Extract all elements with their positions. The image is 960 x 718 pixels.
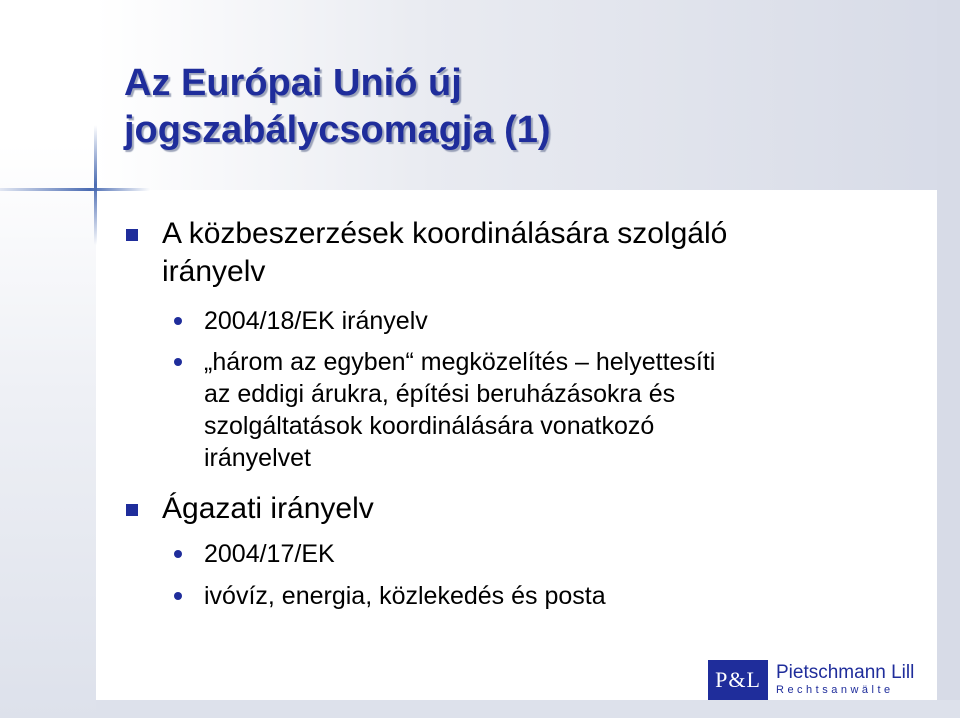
sub-bullet-text-line: szolgáltatások koordinálására vonatkozó <box>204 412 655 440</box>
square-bullet-icon <box>126 229 138 241</box>
logo-mark: P&L <box>708 660 768 700</box>
sub-bullet-text-line: az eddigi árukra, építési beruházásokra és <box>204 380 676 408</box>
title-line-1: Az Európai Unió új <box>124 62 462 104</box>
dot-bullet-icon <box>174 358 182 366</box>
sub-bullet-item-three-in-one <box>204 346 715 474</box>
logo-name: Pietschmann Lill <box>776 662 915 683</box>
bullet-item-sectoral-directive <box>162 490 374 528</box>
sub-bullet-text-line: irányelvet <box>204 444 311 472</box>
square-bullet-icon <box>126 504 138 516</box>
bullet-text-line: A közbeszerzések koordinálására szolgáló <box>162 217 728 250</box>
sub-bullet-text-line: ivóvíz, energia, közlekedés és posta <box>204 582 606 610</box>
sub-bullet-item-2004-18 <box>204 305 428 337</box>
sub-bullet-text-line: 2004/17/EK <box>204 540 335 568</box>
logo-subtitle: Rechtsanwälte <box>776 684 894 696</box>
sub-bullet-item-utilities <box>204 580 606 612</box>
title-line-2: jogszabálycsomagja (1) <box>124 109 551 151</box>
firm-logo <box>708 657 914 702</box>
logo-text <box>776 662 914 697</box>
bullet-text-line: Ágazati irányelv <box>162 492 374 525</box>
bullet-item-procurement-directive <box>162 215 727 291</box>
sub-bullet-text-line: „három az egyben“ megközelítés – helyettesíti <box>204 348 716 376</box>
sub-bullet-item-2004-17 <box>204 538 335 570</box>
dot-bullet-icon <box>174 550 182 558</box>
bullet-text-line: irányelv <box>162 255 266 288</box>
dot-bullet-icon <box>174 317 182 325</box>
dot-bullet-icon <box>174 592 182 600</box>
sub-bullet-text-line: 2004/18/EK irányelv <box>204 307 428 335</box>
